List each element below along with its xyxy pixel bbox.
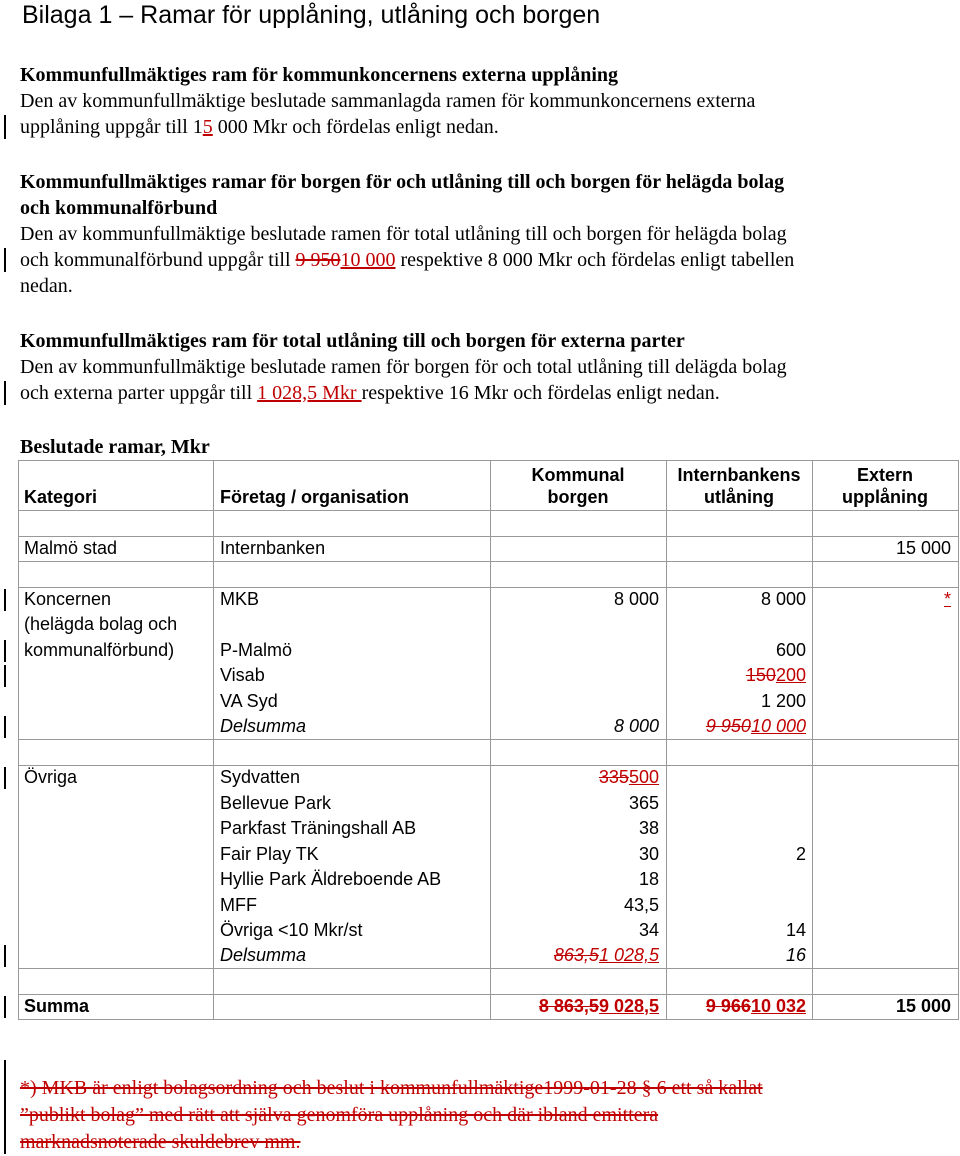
section3-line1: Den av kommunfullmäktige beslutade ramen för borgen för och total utlåning till delägda bolag — [20, 356, 787, 378]
row-sydvatten-kommunal — [492, 766, 659, 788]
section3-line2 — [20, 380, 720, 406]
row-fairplay-intern: 2 — [795, 844, 806, 864]
header-kategori: Kategori — [24, 487, 98, 507]
deleted-text: 150 — [745, 665, 776, 685]
grid-line — [18, 968, 959, 969]
row-hyllie-kommunal: 18 — [638, 869, 659, 889]
inserted-text: 10 000 — [750, 716, 806, 736]
section2-line2 — [20, 247, 794, 273]
koncernen-kategori-line3: kommunalförbund) — [24, 640, 175, 660]
change-bar — [4, 381, 6, 405]
ovriga-delsumma-intern: 16 — [785, 945, 806, 965]
section1-line2 — [20, 114, 499, 140]
summa-label: Summa — [24, 996, 90, 1016]
koncernen-delsumma-name: Delsumma — [220, 716, 307, 736]
text-run: upplåning uppgår till 1 — [20, 116, 203, 138]
row-mkb-kommunal: 8 000 — [613, 589, 659, 609]
change-bar — [4, 996, 6, 1018]
header-internbankens-line1: Internbankens — [677, 465, 801, 485]
text-run: 000 Mkr och fördelas enligt nedan. — [212, 116, 499, 138]
malmo-foretag: Internbanken — [220, 538, 326, 558]
section2-heading-line1: Kommunfullmäktiges ramar för borgen för och utlåning till och borgen för helägda bolag — [20, 171, 785, 193]
malmo-extern: 15 000 — [895, 538, 951, 558]
grid-line — [490, 460, 491, 1020]
inserted-text: 200 — [775, 665, 806, 685]
grid-line — [18, 510, 959, 511]
koncernen-delsumma-kommunal: 8 000 — [613, 716, 659, 736]
row-ovriga10-name: Övriga <10 Mkr/st — [220, 920, 363, 940]
header-kommunal-line1: Kommunal — [531, 465, 625, 485]
section2-line3: nedan. — [20, 275, 73, 297]
grid-line — [18, 739, 959, 740]
deleted-text: 9 950 — [705, 716, 751, 736]
header-foretag: Företag / organisation — [220, 487, 410, 507]
grid-line — [958, 460, 959, 1020]
change-bar — [4, 665, 6, 687]
row-fairplay-name: Fair Play TK — [220, 844, 319, 864]
footnote-line3: marknadsnoterade skuldebrev mm. — [20, 1131, 301, 1153]
page-title: Bilaga 1 – Ramar för upplåning, utlåning och borgen — [22, 1, 601, 29]
koncernen-delsumma-intern — [668, 715, 806, 737]
table-heading: Beslutade ramar, Mkr — [20, 436, 210, 458]
row-parkfast-name: Parkfast Träningshall AB — [220, 818, 417, 838]
ovriga-delsumma-kommunal — [492, 944, 659, 966]
deleted-text: 8 863,5 — [538, 996, 599, 1016]
text-run: och externa parter uppgår till — [20, 382, 258, 404]
ovriga-kategori: Övriga — [24, 767, 78, 787]
koncernen-kategori-line1: Koncernen — [24, 589, 112, 609]
row-sydvatten-name: Sydvatten — [220, 767, 301, 787]
row-visab-name: Visab — [220, 665, 265, 685]
summa-extern: 15 000 — [895, 996, 951, 1016]
deleted-text: 9 950 — [295, 249, 341, 271]
malmo-kategori: Malmö stad — [24, 538, 118, 558]
row-mff-kommunal: 43,5 — [623, 895, 659, 915]
summa-intern — [668, 995, 806, 1017]
grid-line — [18, 460, 959, 461]
row-pmalmo-intern: 600 — [775, 640, 806, 660]
inserted-text: 1 028,5 Mkr — [257, 382, 362, 404]
grid-line — [18, 765, 959, 766]
inserted-text: 500 — [628, 767, 659, 787]
row-mkb-extern: * — [943, 589, 951, 609]
inserted-text: 5 — [202, 116, 213, 138]
row-ovriga10-kommunal: 34 — [638, 920, 659, 940]
row-mkb-name: MKB — [220, 589, 260, 609]
row-ovriga10-intern: 14 — [785, 920, 806, 940]
budget-table — [18, 460, 959, 1020]
section1-line1: Den av kommunfullmäktige beslutade sammanlagda ramen för kommunkoncernens externa — [20, 90, 756, 112]
grid-line — [213, 460, 214, 1020]
change-bar — [4, 640, 6, 662]
row-vasyd-intern: 1 200 — [760, 691, 806, 711]
summa-kommunal — [492, 995, 659, 1017]
row-mff-name: MFF — [220, 895, 257, 915]
grid-line — [18, 460, 19, 1020]
row-visab-intern — [668, 664, 806, 686]
grid-line — [18, 561, 959, 562]
row-hyllie-name: Hyllie Park Äldreboende AB — [220, 869, 442, 889]
row-parkfast-kommunal: 38 — [638, 818, 659, 838]
deleted-text: 9 966 — [705, 996, 751, 1016]
grid-line — [666, 460, 667, 1020]
grid-line — [18, 1019, 959, 1020]
grid-line — [812, 460, 813, 1020]
koncernen-kategori-line2: (helägda bolag och — [24, 614, 178, 634]
inserted-text: 1 028,5 — [598, 945, 659, 965]
change-bar — [4, 248, 6, 272]
change-bar — [4, 945, 6, 967]
footnote-line1: *) MKB är enligt bolagsordning och beslut i kommunfullmäktige1999-01-28 § 6 ett så kallat — [20, 1077, 763, 1099]
change-bar — [4, 1060, 6, 1154]
header-internbankens-line2: utlåning — [704, 487, 774, 507]
row-mkb-intern: 8 000 — [760, 589, 806, 609]
row-bellevue-kommunal: 365 — [628, 793, 659, 813]
change-bar — [4, 767, 6, 789]
header-extern-line1: Extern — [856, 465, 914, 485]
inserted-text: 10 000 — [340, 249, 396, 271]
row-vasyd-name: VA Syd — [220, 691, 278, 711]
row-pmalmo-name: P-Malmö — [220, 640, 293, 660]
header-extern-line2: upplåning — [842, 487, 928, 507]
header-kommunal-line2: borgen — [547, 487, 609, 507]
inserted-text: 9 028,5 — [598, 996, 659, 1016]
deleted-text: 863,5 — [553, 945, 599, 965]
section1-heading: Kommunfullmäktiges ram för kommunkoncernens externa upplåning — [20, 64, 619, 86]
ovriga-delsumma-name: Delsumma — [220, 945, 307, 965]
footnote-line2: ”publikt bolag” med rätt att själva genomföra upplåning och där ibland emittera — [20, 1104, 659, 1126]
text-run: respektive 16 Mkr och fördelas enligt nedan. — [361, 382, 720, 404]
row-fairplay-kommunal: 30 — [638, 844, 659, 864]
deleted-text: 335 — [598, 767, 629, 787]
section2-heading-line2: och kommunalförbund — [20, 197, 218, 219]
row-bellevue-name: Bellevue Park — [220, 793, 332, 813]
text-run: respektive 8 000 Mkr och fördelas enligt tabellen — [395, 249, 795, 271]
change-bar — [4, 589, 6, 611]
change-bar — [4, 716, 6, 738]
inserted-text: 10 032 — [750, 996, 806, 1016]
section3-heading: Kommunfullmäktiges ram för total utlåning till och borgen för externa parter — [20, 330, 685, 352]
section2-line1: Den av kommunfullmäktige beslutade ramen för total utlåning till och borgen för helägda bolag — [20, 223, 787, 245]
text-run: och kommunalförbund uppgår till — [20, 249, 296, 271]
change-bar — [4, 115, 6, 139]
